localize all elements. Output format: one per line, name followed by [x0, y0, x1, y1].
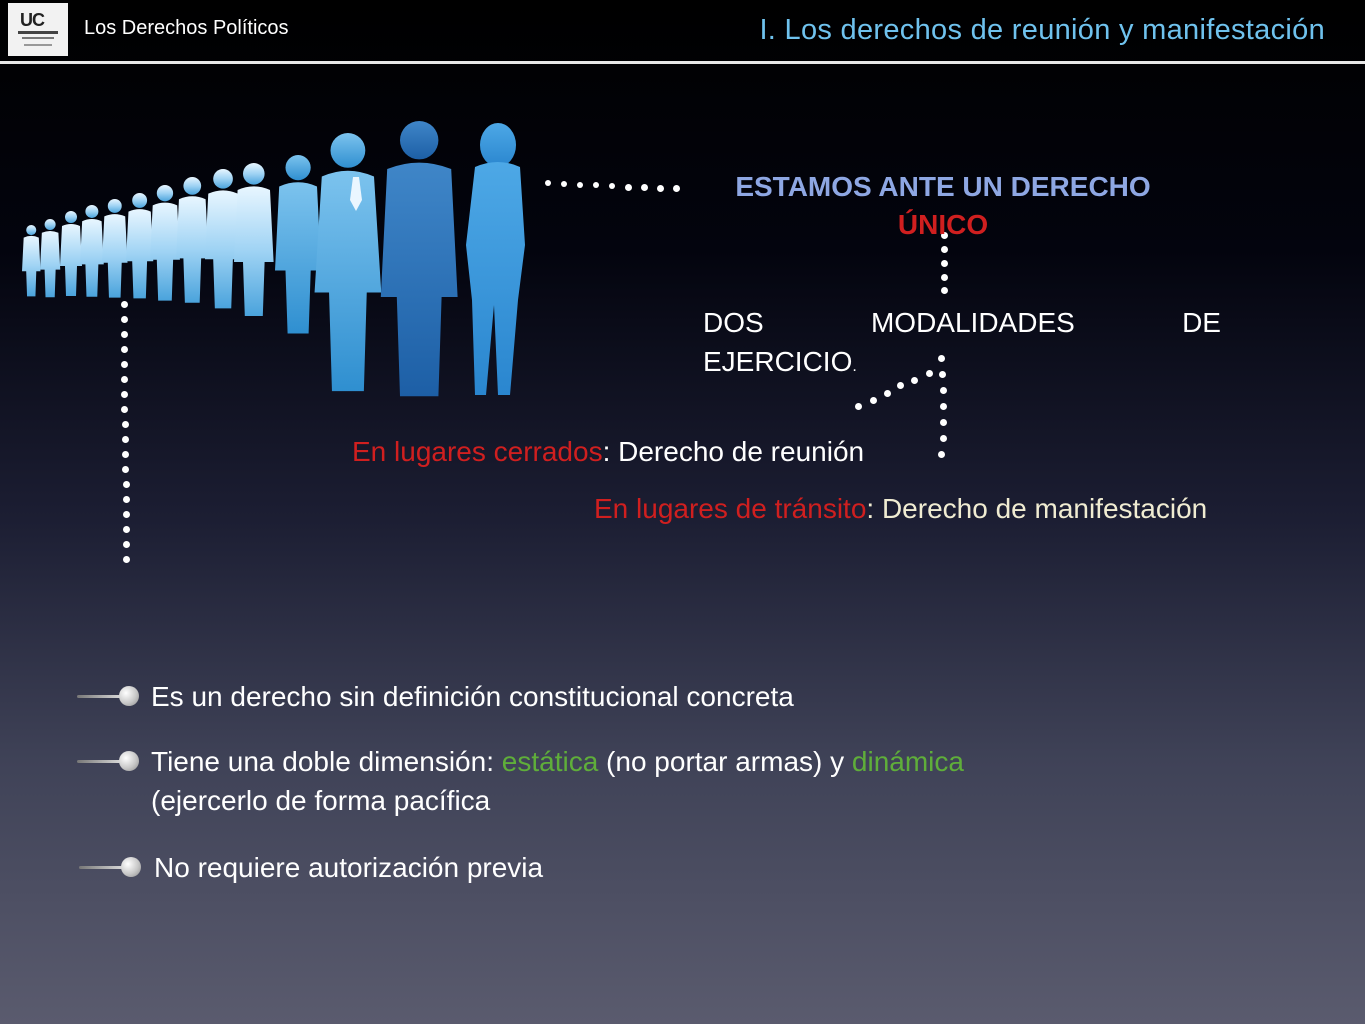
main-statement-line2: ÚNICO — [897, 209, 989, 240]
bullet-pin-icon — [77, 685, 139, 709]
reunion-right: Derecho de reunión — [618, 436, 865, 467]
manifestacion-right: Derecho de manifestación — [881, 493, 1208, 524]
crowd-silhouette-illustration — [20, 115, 525, 405]
course-title: Los Derechos Políticos — [84, 17, 289, 39]
modalities-line1 — [703, 307, 1221, 339]
main-statement — [703, 168, 1183, 244]
modalities-word-de: DE — [1182, 307, 1221, 338]
university-logo — [8, 3, 68, 56]
bullet-text-1: Es un derecho sin definición constitucional concreta — [151, 681, 794, 712]
bullet-2-dinamica: dinámica — [851, 746, 964, 777]
bullet-pin-icon — [79, 856, 141, 880]
manifestacion-place: En lugares de tránsito — [594, 493, 867, 524]
header-divider — [0, 61, 1365, 64]
bullet-2-pre: Tiene una doble dimensión: — [151, 746, 502, 777]
bullet-text-2 — [151, 742, 964, 820]
modalities-word-ejercicio: EJERCICIO — [703, 346, 853, 377]
bullet-2-line2: (ejercerlo de forma pacífica — [151, 785, 491, 816]
manifestacion-separator: : — [866, 493, 882, 524]
main-statement-line1: ESTAMOS ANTE UN DERECHO — [735, 171, 1151, 202]
reunion-definition — [352, 436, 864, 468]
modalities-line2 — [703, 346, 857, 378]
bullet-text-3: No requiere autorización previa — [154, 852, 544, 883]
logo-lettering: UC — [20, 9, 44, 30]
manifestacion-definition — [594, 493, 1207, 525]
reunion-separator: : — [602, 436, 619, 467]
modalities-word-dos: DOS — [703, 307, 764, 338]
bullet-2-estatica: estática — [501, 746, 599, 777]
bullet-pin-icon — [77, 750, 139, 774]
slide-title: I. Los derechos de reunión y manifestación — [759, 14, 1325, 46]
reunion-place: En lugares cerrados — [352, 436, 603, 467]
bullet-2-mid: (no portar armas) y — [598, 746, 852, 777]
modalities-period: . — [852, 358, 857, 375]
modalities-word-modalidades: MODALIDADES — [870, 307, 1075, 338]
